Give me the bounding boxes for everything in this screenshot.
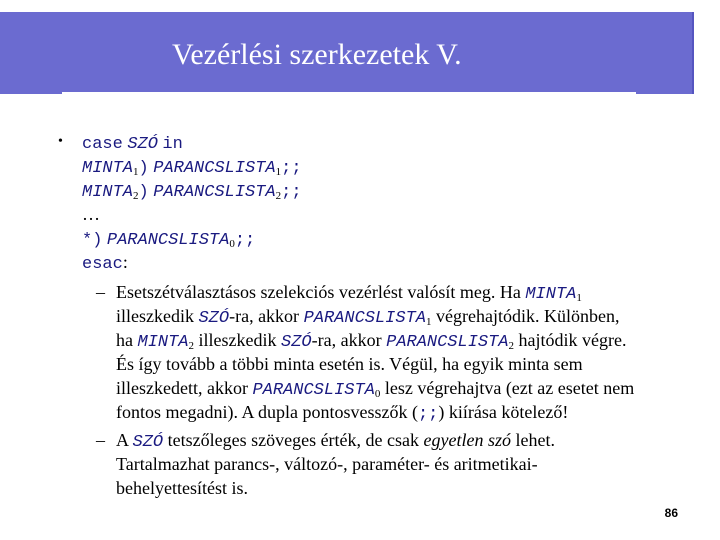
in-keyword: in [162, 135, 183, 154]
pattern-name: MINTA [525, 285, 577, 304]
default-pattern: *) [82, 231, 103, 250]
page-number: 86 [664, 506, 678, 520]
text: végrehajtódik. Különben, [431, 306, 620, 326]
szo-var: SZÓ [132, 433, 164, 452]
text: ) kiírása kötelező! [438, 402, 569, 422]
emphasis: egyetlen szó [423, 430, 511, 450]
bullet-symbol: • [58, 134, 63, 149]
text: illeszkedett, akkor [116, 378, 253, 398]
pattern-sub: 2 [188, 340, 195, 352]
ellipsis-line [82, 202, 100, 226]
slide-title: Vezérlési szerkezetek V. [172, 38, 462, 71]
case-keyword: case [82, 135, 123, 154]
pattern-name: MINTA [137, 333, 189, 352]
text: tetszőleges szöveges érték, de csak [163, 430, 424, 450]
szo-line-1 [116, 428, 555, 455]
command-list-sub: 0 [229, 238, 235, 250]
case-line [82, 130, 183, 157]
pattern-line-1 [82, 154, 302, 181]
colon: : [122, 252, 128, 272]
command-list: PARANCSLISTA [106, 231, 230, 250]
double-semicolon: ;; [417, 405, 439, 424]
desc-line-3 [116, 328, 626, 355]
command-list: PARANCSLISTA [153, 183, 276, 202]
desc-line-1 [116, 280, 582, 307]
default-line [82, 226, 255, 253]
double-semicolon: ;; [281, 159, 302, 178]
ellipsis: … [82, 204, 100, 224]
text: illeszkedik [194, 330, 281, 350]
desc-line-4 [116, 352, 583, 376]
text: Tartalmazhat parancs-, változó-, paraméter- és aritmetikai- [116, 454, 538, 474]
dash-1: – [96, 282, 105, 302]
pattern-name: MINTA [82, 159, 134, 178]
szo-var: SZÓ [198, 309, 230, 328]
text: fontos megadni). A dupla pontosvesszők ( [116, 402, 418, 422]
szo-var: SZÓ [281, 333, 312, 352]
command-list-sub: 0 [374, 388, 381, 400]
text: illeszkedik [116, 306, 199, 326]
pattern-line-2 [82, 178, 302, 205]
double-semicolon: ;; [234, 231, 256, 250]
pattern-sub: 1 [133, 166, 139, 178]
text: Esetszétválasztásos szelekciós vezérlést valósít meg. Ha [116, 282, 526, 302]
text: behelyettesítést is. [116, 478, 248, 498]
text: A [116, 430, 133, 450]
text: -ra, akkor [229, 306, 304, 326]
pattern-sub: 1 [576, 292, 582, 304]
text: hajtódik végre. [514, 330, 627, 350]
pattern-name: MINTA [82, 183, 134, 202]
double-semicolon: ;; [281, 183, 302, 202]
command-list-sub: 2 [508, 340, 514, 352]
szo-var: SZÓ [127, 135, 158, 154]
esac-line [82, 250, 128, 277]
command-list: PARANCSLISTA [386, 333, 509, 352]
text: -ra, akkor [311, 330, 387, 350]
command-list-sub: 1 [275, 166, 282, 178]
szo-line-2 [116, 452, 538, 476]
command-list: PARANCSLISTA [252, 381, 375, 400]
dash-2: – [96, 430, 105, 450]
command-list: PARANCSLISTA [303, 309, 426, 328]
command-list: PARANCSLISTA [153, 159, 276, 178]
text: lehet. [511, 430, 555, 450]
desc-line-6 [116, 400, 568, 427]
text: lesz végrehajtva (ezt az esetet nem [380, 378, 635, 398]
paren: ) [138, 159, 149, 178]
desc-line-2 [116, 304, 619, 331]
paren: ) [138, 183, 149, 202]
desc-line-5 [116, 376, 634, 403]
command-list-sub: 1 [425, 316, 432, 328]
pattern-sub: 2 [133, 190, 139, 202]
text: ha [116, 330, 138, 350]
esac-keyword: esac [82, 255, 123, 274]
text: És így tovább a többi minta esetén is. Végül, ha egyik minta sem [116, 354, 583, 374]
szo-line-3 [116, 476, 248, 500]
command-list-sub: 2 [275, 190, 282, 202]
